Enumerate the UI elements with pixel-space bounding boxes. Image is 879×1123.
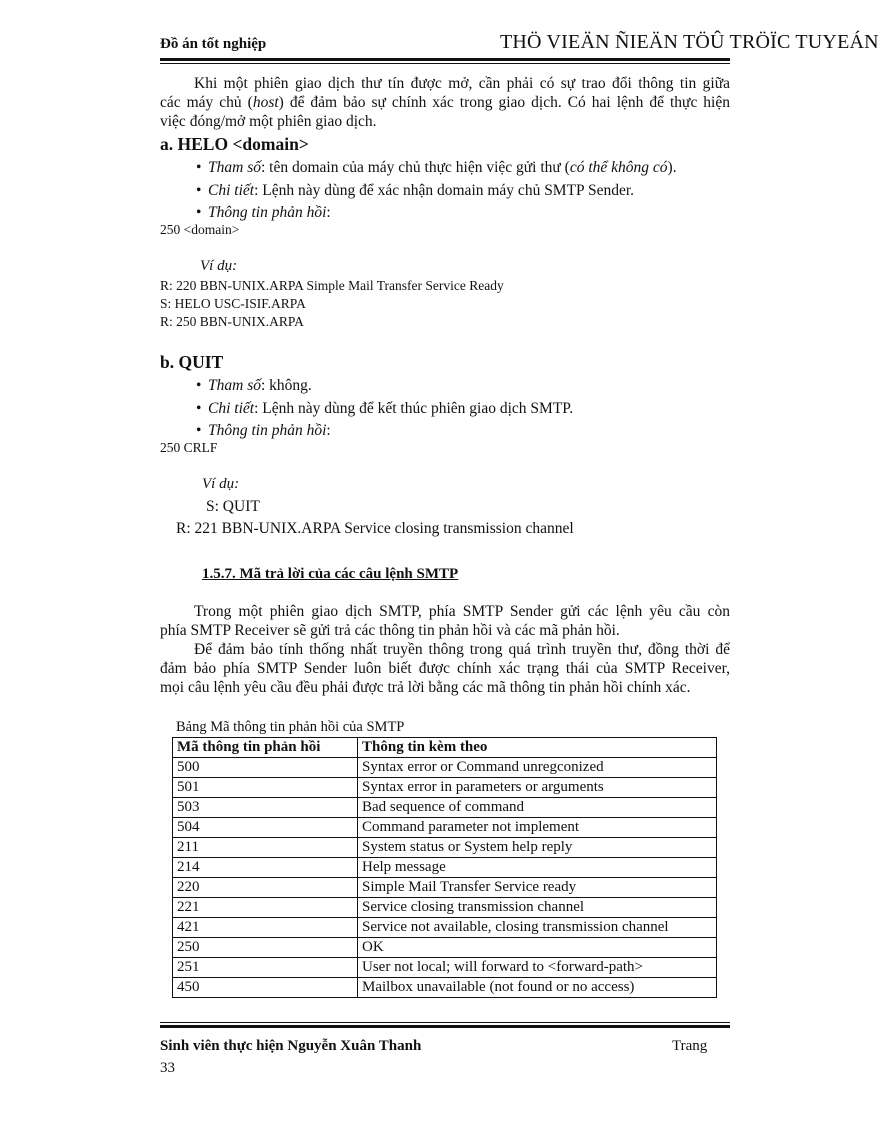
footer-author: Sinh viên thực hiện Nguyễn Xuân Thanh bbox=[160, 1038, 422, 1054]
table-caption: Bảng Mã thông tin phản hồi của SMTP bbox=[176, 719, 405, 735]
reply-info: Syntax error or Command unregconized bbox=[358, 758, 717, 778]
quit-param-text: : không. bbox=[260, 377, 312, 394]
table-row bbox=[173, 978, 717, 998]
bullet-icon: • bbox=[196, 182, 202, 199]
reply-code: 500 bbox=[173, 758, 358, 778]
table-row bbox=[173, 778, 717, 798]
table-row bbox=[173, 958, 717, 978]
helo-param-note: có thể không có bbox=[569, 159, 668, 176]
intro-line-2-b: ) để đảm bảo sự chính xác trong giao dịch. Có hai lệnh để thực hiện bbox=[278, 94, 730, 111]
reply-info: Command parameter not implement bbox=[358, 818, 717, 838]
quit-detail-item bbox=[196, 399, 573, 418]
bullet-icon: • bbox=[196, 159, 202, 176]
col-header-code: Mã thông tin phản hồi bbox=[173, 738, 358, 758]
bullet-icon: • bbox=[196, 204, 202, 221]
helo-example-label: Ví dụ: bbox=[200, 258, 238, 274]
quit-example-send: S: QUIT bbox=[206, 498, 260, 515]
helo-reply-label: Thông tin phản hồi bbox=[208, 204, 327, 221]
section-p2-line-2: đảm bảo phía SMTP Sender luôn biết được chính xác trạng thái của SMTP Receiver, bbox=[160, 660, 730, 677]
helo-param-text: : tên domain của máy chủ thực hiện việc gửi thư ( bbox=[260, 159, 570, 176]
helo-example-line-3: R: 250 BBN-UNIX.ARPA bbox=[160, 314, 304, 329]
table-row bbox=[173, 798, 717, 818]
quit-reply-code: 250 CRLF bbox=[160, 440, 218, 455]
intro-line-2 bbox=[160, 93, 730, 112]
table-row bbox=[173, 818, 717, 838]
reply-info: Service not available, closing transmission channel bbox=[358, 918, 717, 938]
table-row bbox=[173, 938, 717, 958]
quit-param-item bbox=[196, 376, 312, 395]
reply-info: Service closing transmission channel bbox=[358, 898, 717, 918]
header-rule-thin bbox=[160, 63, 730, 64]
reply-info: User not local; will forward to <forward-path> bbox=[358, 958, 717, 978]
helo-example-line-1: R: 220 BBN-UNIX.ARPA Simple Mail Transfer Service Ready bbox=[160, 278, 504, 293]
quit-detail-text: : Lệnh này dùng để kết thúc phiên giao dịch SMTP. bbox=[254, 400, 574, 417]
quit-reply-colon: : bbox=[326, 422, 331, 439]
reply-code: 211 bbox=[173, 838, 358, 858]
footer-rule-thick bbox=[160, 1025, 730, 1028]
reply-code: 220 bbox=[173, 878, 358, 898]
reply-code: 501 bbox=[173, 778, 358, 798]
footer-rule-thin bbox=[160, 1022, 730, 1023]
helo-example-line-2: S: HELO USC-ISIF.ARPA bbox=[160, 296, 306, 311]
footer-page-label: Trang bbox=[672, 1038, 708, 1054]
table-row bbox=[173, 898, 717, 918]
header-rule-thick bbox=[160, 58, 730, 61]
reply-info: Syntax error in parameters or arguments bbox=[358, 778, 717, 798]
reply-code: 421 bbox=[173, 918, 358, 938]
quit-reply-item bbox=[196, 421, 331, 440]
section-paragraph-2 bbox=[160, 640, 730, 697]
col-header-info: Thông tin kèm theo bbox=[358, 738, 717, 758]
reply-code: 251 bbox=[173, 958, 358, 978]
reply-info: Bad sequence of command bbox=[358, 798, 717, 818]
section-p2-line-3: mọi câu lệnh yêu cầu đều phải được trả lời bằng các mã thông tin phản hồi chính xác. bbox=[160, 679, 691, 696]
helo-param-label: Tham số bbox=[208, 159, 261, 176]
quit-detail-label: Chi tiết bbox=[208, 400, 255, 417]
reply-code: 450 bbox=[173, 978, 358, 998]
helo-param-item bbox=[196, 158, 677, 177]
bullet-icon: • bbox=[196, 422, 202, 439]
reply-info: Simple Mail Transfer Service ready bbox=[358, 878, 717, 898]
table-row bbox=[173, 858, 717, 878]
helo-reply-colon: : bbox=[326, 204, 331, 221]
section-p1-line-1: Trong một phiên giao dịch SMTP, phía SMTP Sender gửi các lệnh yêu cầu còn bbox=[194, 603, 730, 620]
host-term: host bbox=[252, 94, 279, 111]
helo-heading: a. HELO <domain> bbox=[160, 134, 309, 154]
table-row bbox=[173, 758, 717, 778]
quit-example-label: Ví dụ: bbox=[202, 476, 240, 492]
helo-detail-text: : Lệnh này dùng để xác nhận domain máy chủ SMTP Sender. bbox=[254, 182, 635, 199]
reply-code: 250 bbox=[173, 938, 358, 958]
table-row bbox=[173, 878, 717, 898]
intro-paragraph bbox=[160, 74, 730, 131]
header-title: Đồ án tốt nghiệp bbox=[160, 36, 267, 52]
table-row bbox=[173, 838, 717, 858]
intro-line-2-a: các máy chủ ( bbox=[160, 94, 253, 111]
reply-info: OK bbox=[358, 938, 717, 958]
helo-reply-item bbox=[196, 203, 331, 222]
intro-line-1: Khi một phiên giao dịch thư tín được mở, cần phải có sự trao đổi thông tin giữa bbox=[194, 75, 730, 92]
reply-info: Help message bbox=[358, 858, 717, 878]
table-header-row bbox=[173, 738, 717, 758]
reply-info: Mailbox unavailable (not found or no access) bbox=[358, 978, 717, 998]
intro-line-3: việc đóng/mở một phiên giao dịch. bbox=[160, 113, 377, 130]
reply-code: 221 bbox=[173, 898, 358, 918]
section-p1-line-2: phía SMTP Receiver sẽ gửi trả các thông tin phản hồi và các mã phản hồi. bbox=[160, 622, 620, 639]
reply-code: 214 bbox=[173, 858, 358, 878]
quit-param-label: Tham số bbox=[208, 377, 261, 394]
quit-heading: b. QUIT bbox=[160, 352, 224, 372]
quit-reply-label: Thông tin phản hồi bbox=[208, 422, 327, 439]
helo-param-end: ). bbox=[667, 159, 677, 176]
helo-reply-code: 250 <domain> bbox=[160, 222, 240, 237]
reply-code: 503 bbox=[173, 798, 358, 818]
section-paragraph-1 bbox=[160, 602, 730, 640]
table-row bbox=[173, 918, 717, 938]
quit-example-reply: R: 221 BBN-UNIX.ARPA Service closing transmission channel bbox=[176, 520, 574, 537]
reply-info: System status or System help reply bbox=[358, 838, 717, 858]
section-p2-line-1: Để đảm bảo tính thống nhất truyền thông trong quá trình truyền thư, đồng thời để bbox=[194, 641, 730, 658]
helo-detail-item bbox=[196, 181, 634, 200]
reply-code: 504 bbox=[173, 818, 358, 838]
bullet-icon: • bbox=[196, 400, 202, 417]
section-title: 1.5.7. Mã trả lời của các câu lệnh SMTP bbox=[202, 566, 459, 582]
header-library-name: THÖ VIEÄN ÑIEÄN TÖÛ TRÖÏC TUYEÁN bbox=[500, 31, 879, 53]
helo-detail-label: Chi tiết bbox=[208, 182, 255, 199]
footer-page-number: 33 bbox=[160, 1060, 175, 1076]
reply-code-table bbox=[172, 737, 717, 998]
bullet-icon: • bbox=[196, 377, 202, 394]
